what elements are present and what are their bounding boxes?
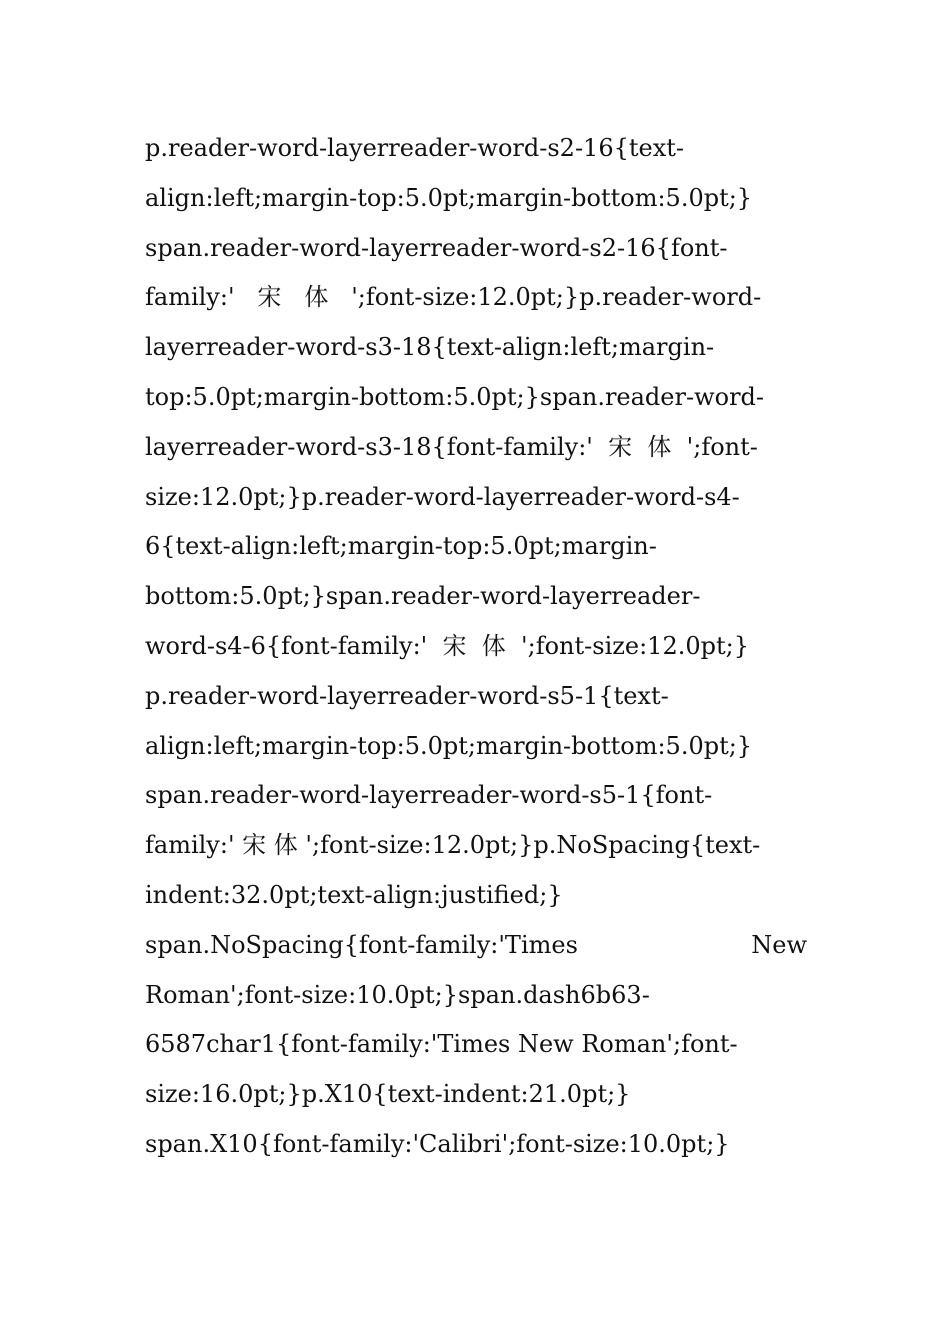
text-line: 6587char1{font-family:'Times New Roman';font- <box>145 1030 738 1059</box>
text-line: span.X10{font-family:'Calibri';font-size:10.0pt;} <box>145 1129 730 1158</box>
text-line: span.reader-word-layerreader-word-s5-1{font- <box>145 781 713 810</box>
text-line: layerreader-word-s3-18{font-family:' 宋 体 ';font- <box>145 432 758 461</box>
text-line: size:12.0pt;}p.reader-word-layerreader-word-s4- <box>145 482 740 511</box>
text-line: family:' 宋 体 ';font-size:12.0pt;}p.reader-word- <box>145 283 762 312</box>
text-line: align:left;margin-top:5.0pt;margin-bottom:5.0pt;} <box>145 183 753 212</box>
text-line: word-s4-6{font-family:' 宋 体 ';font-size:12.0pt;} <box>145 631 749 660</box>
text-line: 6{text-align:left;margin-top:5.0pt;margin- <box>145 532 657 561</box>
text-line: span.NoSpacing{font-family:'Times New <box>145 930 807 959</box>
document-body <box>145 124 807 1170</box>
text-line: align:left;margin-top:5.0pt;margin-bottom:5.0pt;} <box>145 731 753 760</box>
text-line: layerreader-word-s3-18{text-align:left;margin- <box>145 333 715 362</box>
text-line: p.reader-word-layerreader-word-s2-16{text- <box>145 134 684 162</box>
text-line: span.reader-word-layerreader-word-s2-16{font- <box>145 233 728 262</box>
text-line: family:' 宋 体 ';font-size:12.0pt;}p.NoSpacing{text- <box>145 831 761 860</box>
text-line: top:5.0pt;margin-bottom:5.0pt;}span.reader-word- <box>145 382 765 411</box>
text-line: size:16.0pt;}p.X10{text-indent:21.0pt;} <box>145 1080 631 1109</box>
text-line: Roman';font-size:10.0pt;}span.dash6b63- <box>145 980 650 1009</box>
text-line: p.reader-word-layerreader-word-s5-1{text- <box>145 681 669 710</box>
text-line: indent:32.0pt;text-align:justified;} <box>145 880 563 909</box>
text-line: bottom:5.0pt;}span.reader-word-layerreader- <box>145 582 701 611</box>
